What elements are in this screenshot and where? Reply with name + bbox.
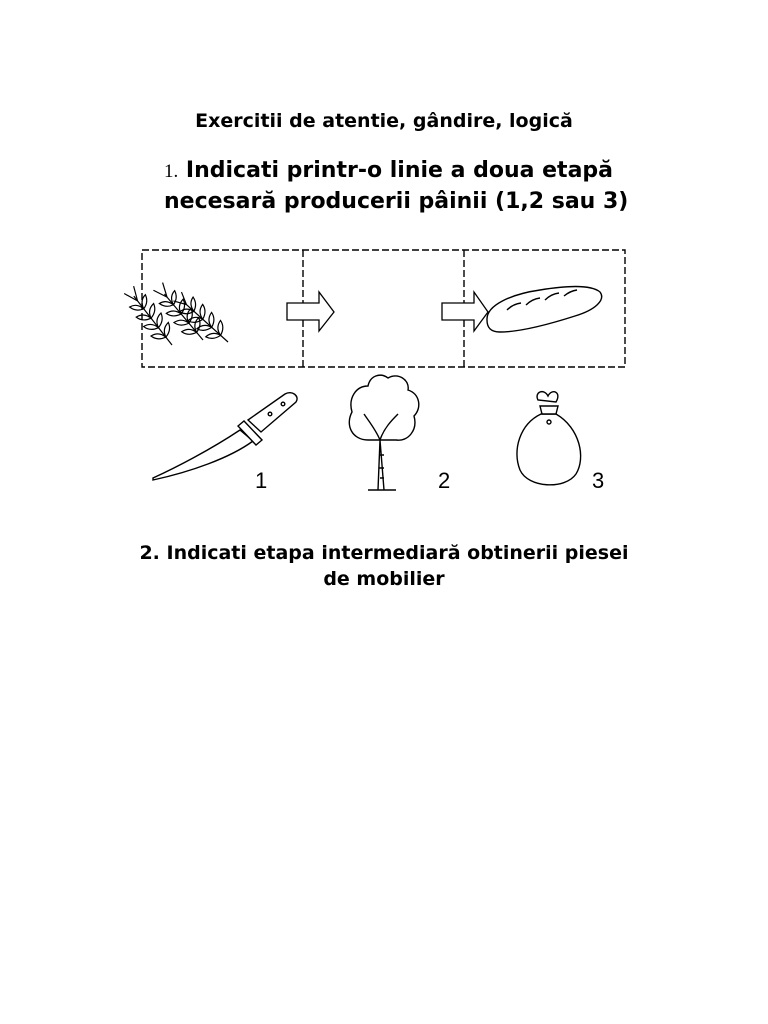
tree-icon	[349, 375, 419, 490]
option-3-number: 3	[592, 468, 605, 493]
question-1-line-1: Indicati printr-o linie a doua etapă	[185, 158, 614, 183]
page-title: Exercitii de atentie, gândire, logică	[195, 110, 573, 132]
sack-icon	[517, 392, 581, 485]
arrow-right-icon	[442, 292, 488, 331]
question-1-line-2: necesară producerii pâinii (1,2 sau 3)	[164, 189, 629, 214]
knife-icon	[153, 393, 297, 480]
question-2-line-1: 2. Indicati etapa intermediară obtinerii piesei	[139, 542, 629, 564]
question-2-line-2: de mobilier	[323, 568, 445, 590]
wheat-icon	[120, 279, 235, 351]
option-2-number: 2	[438, 468, 451, 493]
option-1-number: 1	[255, 468, 268, 493]
arrow-right-icon	[287, 292, 334, 331]
bread-icon	[487, 287, 602, 333]
question-1-number: 1.	[164, 161, 179, 182]
question-2	[0, 540, 768, 592]
